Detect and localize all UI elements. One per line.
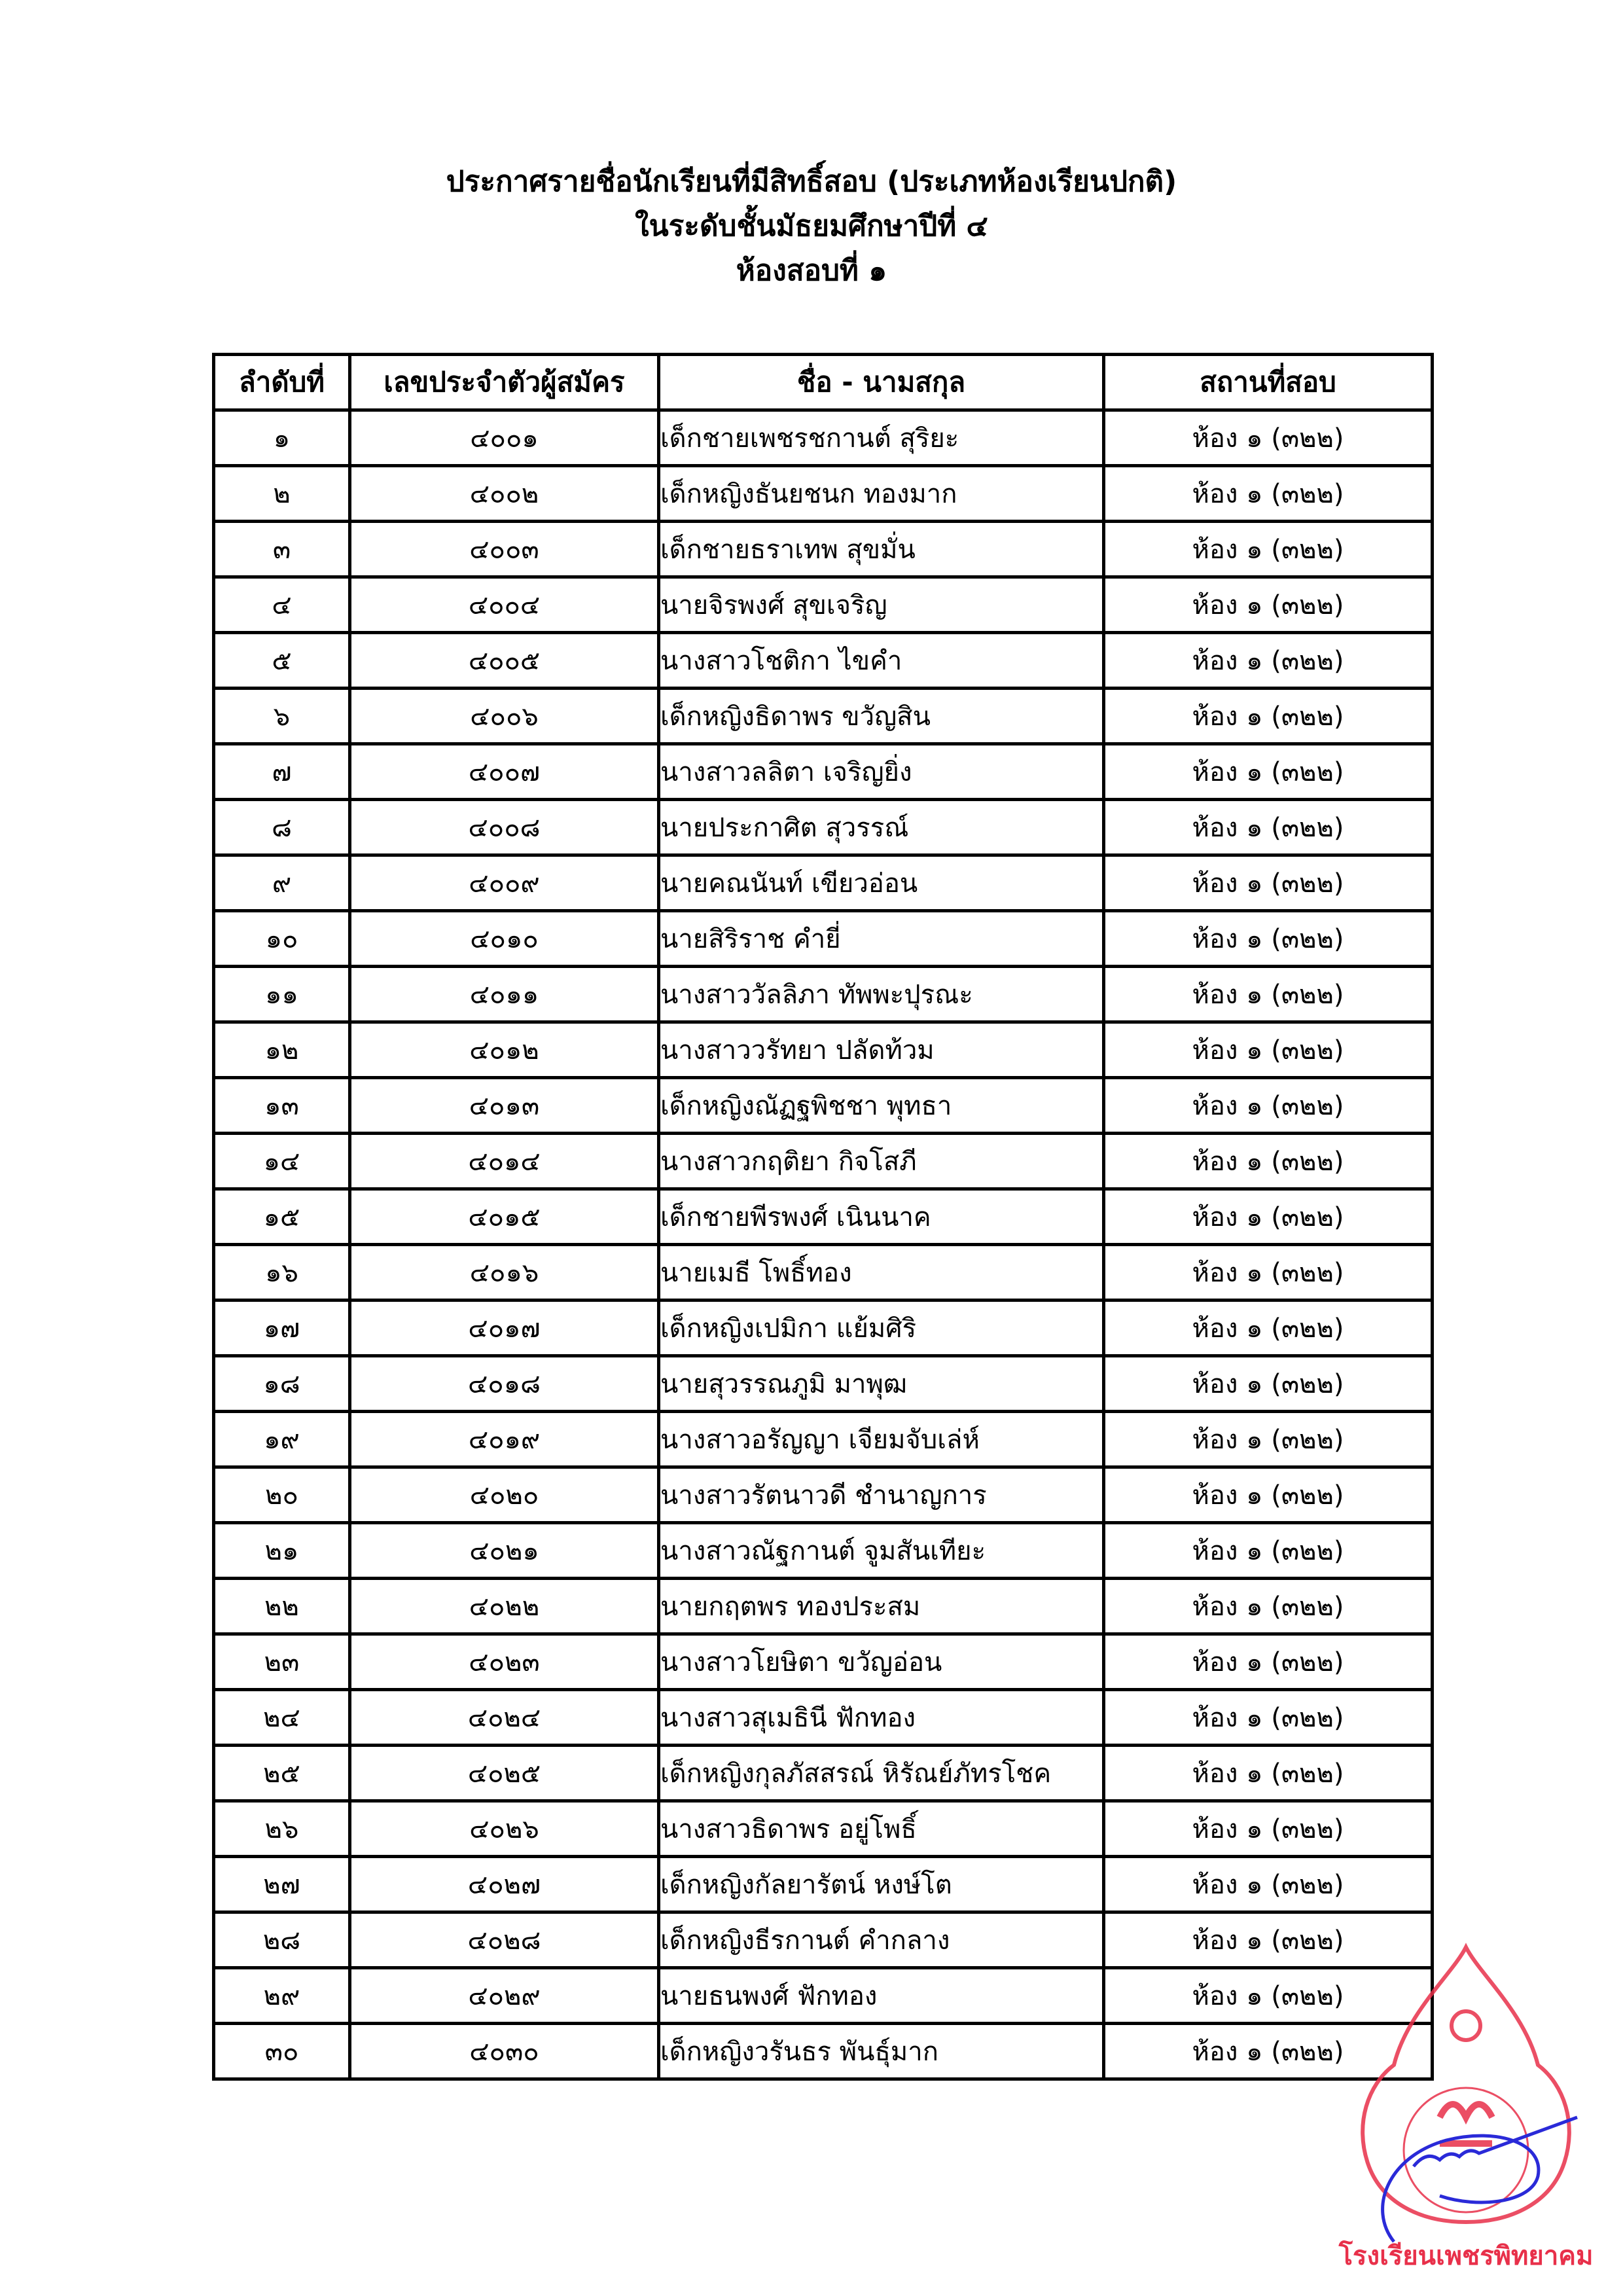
row-full-name: นายธนพงศ์ ฟักทอง	[659, 1968, 1104, 2024]
row-order: ๖	[214, 689, 350, 744]
row-order: ๓๐	[214, 2024, 350, 2079]
row-applicant-id: ๔๐๐๔	[350, 577, 659, 633]
row-order: ๑๑	[214, 967, 350, 1022]
row-applicant-id: ๔๐๒๖	[350, 1801, 659, 1857]
table-row	[214, 1523, 1433, 1579]
row-exam-location: ห้อง ๑ (๓๒๒)	[1104, 1579, 1433, 1634]
table-row	[214, 2024, 1433, 2079]
table-row	[214, 1801, 1433, 1857]
row-applicant-id: ๔๐๑๕	[350, 1189, 659, 1245]
row-exam-location: ห้อง ๑ (๓๒๒)	[1104, 522, 1433, 577]
row-order: ๒๒	[214, 1579, 350, 1634]
row-exam-location: ห้อง ๑ (๓๒๒)	[1104, 466, 1433, 522]
row-full-name: เด็กชายพีรพงศ์ เนินนาค	[659, 1189, 1104, 1245]
seal-text: โรงเรียนเพชรพิทยาคม	[1338, 2241, 1594, 2271]
table-row	[214, 1134, 1433, 1189]
row-full-name: นายคณนันท์ เขียวอ่อน	[659, 855, 1104, 911]
table-row	[214, 1467, 1433, 1523]
row-exam-location: ห้อง ๑ (๓๒๒)	[1104, 1300, 1433, 1356]
row-full-name: นายประกาศิต สุวรรณ์	[659, 800, 1104, 855]
student-roster-table	[212, 353, 1434, 2081]
table-row	[214, 522, 1433, 577]
row-order: ๑๕	[214, 1189, 350, 1245]
row-full-name: เด็กหญิงณัฏฐพิชชา พุทธา	[659, 1078, 1104, 1134]
row-applicant-id: ๔๐๐๕	[350, 633, 659, 689]
row-applicant-id: ๔๐๐๗	[350, 744, 659, 800]
table-header-row	[214, 355, 1433, 410]
row-full-name: นางสาวโชติกา ไขคำ	[659, 633, 1104, 689]
row-applicant-id: ๔๐๒๘	[350, 1912, 659, 1968]
row-applicant-id: ๔๐๑๔	[350, 1134, 659, 1189]
row-exam-location: ห้อง ๑ (๓๒๒)	[1104, 1189, 1433, 1245]
row-applicant-id: ๔๐๑๘	[350, 1356, 659, 1412]
row-order: ๒๔	[214, 1690, 350, 1746]
row-full-name: นางสาววัลลิภา ทัพพะปุรณะ	[659, 967, 1104, 1022]
row-exam-location: ห้อง ๑ (๓๒๒)	[1104, 2024, 1433, 2079]
row-exam-location: ห้อง ๑ (๓๒๒)	[1104, 1857, 1433, 1912]
table-row	[214, 967, 1433, 1022]
row-applicant-id: ๔๐๑๐	[350, 911, 659, 967]
row-full-name: นางสาวรัตนาวดี ชำนาญการ	[659, 1467, 1104, 1523]
row-exam-location: ห้อง ๑ (๓๒๒)	[1104, 855, 1433, 911]
table-row	[214, 1579, 1433, 1634]
row-exam-location: ห้อง ๑ (๓๒๒)	[1104, 1467, 1433, 1523]
announcement-title: ประกาศรายชื่อนักเรียนที่มีสิทธิ์สอบ (ประเภทห้องเรียนปกติ)	[446, 165, 1177, 198]
row-full-name: เด็กหญิงเปมิกา แย้มศิริ	[659, 1300, 1104, 1356]
row-full-name: เด็กหญิงวรันธร พันธุ์มาก	[659, 2024, 1104, 2079]
row-exam-location: ห้อง ๑ (๓๒๒)	[1104, 1801, 1433, 1857]
table-row	[214, 744, 1433, 800]
row-full-name: นายสุวรรณภูมิ มาพุฒ	[659, 1356, 1104, 1412]
row-full-name: นางสาวธิดาพร อยู่โพธิ์	[659, 1801, 1104, 1857]
row-applicant-id: ๔๐๐๘	[350, 800, 659, 855]
row-applicant-id: ๔๐๐๒	[350, 466, 659, 522]
seal-outline	[1363, 1947, 1569, 2222]
row-order: ๑๙	[214, 1412, 350, 1467]
row-exam-location: ห้อง ๑ (๓๒๒)	[1104, 967, 1433, 1022]
row-applicant-id: ๔๐๒๔	[350, 1690, 659, 1746]
row-order: ๒๑	[214, 1523, 350, 1579]
table-row	[214, 1912, 1433, 1968]
row-exam-location: ห้อง ๑ (๓๒๒)	[1104, 410, 1433, 466]
row-full-name: นายกฤตพร ทองประสม	[659, 1579, 1104, 1634]
grade-level-subtitle: ในระดับชั้นมัธยมศึกษาปีที่ ๔	[635, 209, 988, 243]
row-order: ๒๕	[214, 1746, 350, 1801]
row-exam-location: ห้อง ๑ (๓๒๒)	[1104, 800, 1433, 855]
row-full-name: เด็กหญิงธิดาพร ขวัญสิน	[659, 689, 1104, 744]
table-row	[214, 1857, 1433, 1912]
row-exam-location: ห้อง ๑ (๓๒๒)	[1104, 1690, 1433, 1746]
table-row	[214, 1746, 1433, 1801]
row-exam-location: ห้อง ๑ (๓๒๒)	[1104, 1968, 1433, 2024]
row-applicant-id: ๔๐๓๐	[350, 2024, 659, 2079]
row-full-name: เด็กหญิงกุลภัสสรณ์ หิรัณย์ภัทรโชค	[659, 1746, 1104, 1801]
row-full-name: นางสาววรัทยา ปลัดท้วม	[659, 1022, 1104, 1078]
row-exam-location: ห้อง ๑ (๓๒๒)	[1104, 1356, 1433, 1412]
table-row	[214, 800, 1433, 855]
table-row	[214, 1968, 1433, 2024]
row-order: ๕	[214, 633, 350, 689]
row-exam-location: ห้อง ๑ (๓๒๒)	[1104, 577, 1433, 633]
row-order: ๑๘	[214, 1356, 350, 1412]
row-full-name: นางสาวอรัญญา เจียมจับเล่ห์	[659, 1412, 1104, 1467]
row-applicant-id: ๔๐๐๙	[350, 855, 659, 911]
table-row	[214, 1634, 1433, 1690]
table-row	[214, 1356, 1433, 1412]
row-applicant-id: ๔๐๑๙	[350, 1412, 659, 1467]
row-order: ๒๐	[214, 1467, 350, 1523]
row-order: ๒๙	[214, 1968, 350, 2024]
row-order: ๔	[214, 577, 350, 633]
table-row	[214, 855, 1433, 911]
table-row	[214, 577, 1433, 633]
table-row	[214, 911, 1433, 967]
row-full-name: นางสาวณัฐกานต์ จูมสันเทียะ	[659, 1523, 1104, 1579]
row-order: ๒๖	[214, 1801, 350, 1857]
row-full-name: เด็กหญิงกัลยารัตน์ หงษ์โต	[659, 1857, 1104, 1912]
row-order: ๒	[214, 466, 350, 522]
row-full-name: เด็กหญิงธันยชนก ทองมาก	[659, 466, 1104, 522]
table-body	[214, 410, 1433, 2079]
row-applicant-id: ๔๐๒๑	[350, 1523, 659, 1579]
row-exam-location: ห้อง ๑ (๓๒๒)	[1104, 911, 1433, 967]
row-order: ๑๓	[214, 1078, 350, 1134]
row-full-name: นางสาวสุเมธินี ฟักทอง	[659, 1690, 1104, 1746]
table-row	[214, 689, 1433, 744]
row-full-name: เด็กหญิงธีรกานต์ คำกลาง	[659, 1912, 1104, 1968]
row-applicant-id: ๔๐๒๙	[350, 1968, 659, 2024]
row-full-name: นายจิรพงศ์ สุขเจริญ	[659, 577, 1104, 633]
row-full-name: นายสิริราช คำยี่	[659, 911, 1104, 967]
table-row	[214, 1300, 1433, 1356]
row-order: ๑๐	[214, 911, 350, 967]
row-applicant-id: ๔๐๒๗	[350, 1857, 659, 1912]
column-header-applicant-id: เลขประจำตัวผู้สมัคร	[350, 355, 659, 410]
table-row	[214, 1245, 1433, 1300]
row-order: ๒๓	[214, 1634, 350, 1690]
table-row	[214, 1690, 1433, 1746]
school-seal-stamp	[1329, 1934, 1603, 2274]
row-applicant-id: ๔๐๐๑	[350, 410, 659, 466]
row-applicant-id: ๔๐๒๐	[350, 1467, 659, 1523]
table-row	[214, 633, 1433, 689]
row-order: ๘	[214, 800, 350, 855]
row-applicant-id: ๔๐๑๖	[350, 1245, 659, 1300]
row-applicant-id: ๔๐๒๒	[350, 1579, 659, 1634]
row-order: ๒๘	[214, 1912, 350, 1968]
row-order: ๓	[214, 522, 350, 577]
row-order: ๒๗	[214, 1857, 350, 1912]
row-order: ๑๔	[214, 1134, 350, 1189]
row-order: ๑๒	[214, 1022, 350, 1078]
row-exam-location: ห้อง ๑ (๓๒๒)	[1104, 1746, 1433, 1801]
row-exam-location: ห้อง ๑ (๓๒๒)	[1104, 633, 1433, 689]
row-exam-location: ห้อง ๑ (๓๒๒)	[1104, 1412, 1433, 1467]
row-exam-location: ห้อง ๑ (๓๒๒)	[1104, 1134, 1433, 1189]
row-exam-location: ห้อง ๑ (๓๒๒)	[1104, 744, 1433, 800]
row-full-name: เด็กชายธราเทพ สุขมั่น	[659, 522, 1104, 577]
row-applicant-id: ๔๐๐๖	[350, 689, 659, 744]
table-row	[214, 1189, 1433, 1245]
row-applicant-id: ๔๐๑๑	[350, 967, 659, 1022]
table-row	[214, 410, 1433, 466]
row-applicant-id: ๔๐๑๒	[350, 1022, 659, 1078]
table-row	[214, 466, 1433, 522]
row-exam-location: ห้อง ๑ (๓๒๒)	[1104, 689, 1433, 744]
row-applicant-id: ๔๐๑๓	[350, 1078, 659, 1134]
table-row	[214, 1022, 1433, 1078]
column-header-exam-location: สถานที่สอบ	[1104, 355, 1433, 410]
row-full-name: นางสาวโยษิตา ขวัญอ่อน	[659, 1634, 1104, 1690]
seal-wheel	[1452, 2011, 1480, 2040]
row-order: ๗	[214, 744, 350, 800]
row-applicant-id: ๔๐๐๓	[350, 522, 659, 577]
row-exam-location: ห้อง ๑ (๓๒๒)	[1104, 1523, 1433, 1579]
row-applicant-id: ๔๐๑๗	[350, 1300, 659, 1356]
row-exam-location: ห้อง ๑ (๓๒๒)	[1104, 1634, 1433, 1690]
column-header-order: ลำดับที่	[214, 355, 350, 410]
row-exam-location: ห้อง ๑ (๓๒๒)	[1104, 1022, 1433, 1078]
row-order: ๑	[214, 410, 350, 466]
row-applicant-id: ๔๐๒๕	[350, 1746, 659, 1801]
row-exam-location: ห้อง ๑ (๓๒๒)	[1104, 1912, 1433, 1968]
exam-room-subtitle: ห้องสอบที่ ๑	[736, 254, 887, 287]
row-full-name: นายเมธี โพธิ์ทอง	[659, 1245, 1104, 1300]
row-exam-location: ห้อง ๑ (๓๒๒)	[1104, 1245, 1433, 1300]
row-full-name: นางสาวกฤติยา กิจโสภี	[659, 1134, 1104, 1189]
table-row	[214, 1412, 1433, 1467]
row-exam-location: ห้อง ๑ (๓๒๒)	[1104, 1078, 1433, 1134]
column-header-full-name: ชื่อ - นามสกุล	[659, 355, 1104, 410]
table-row	[214, 1078, 1433, 1134]
row-full-name: นางสาวลลิตา เจริญยิ่ง	[659, 744, 1104, 800]
row-full-name: เด็กชายเพชรชกานต์ สุริยะ	[659, 410, 1104, 466]
row-order: ๙	[214, 855, 350, 911]
row-applicant-id: ๔๐๒๓	[350, 1634, 659, 1690]
row-order: ๑๖	[214, 1245, 350, 1300]
row-order: ๑๗	[214, 1300, 350, 1356]
